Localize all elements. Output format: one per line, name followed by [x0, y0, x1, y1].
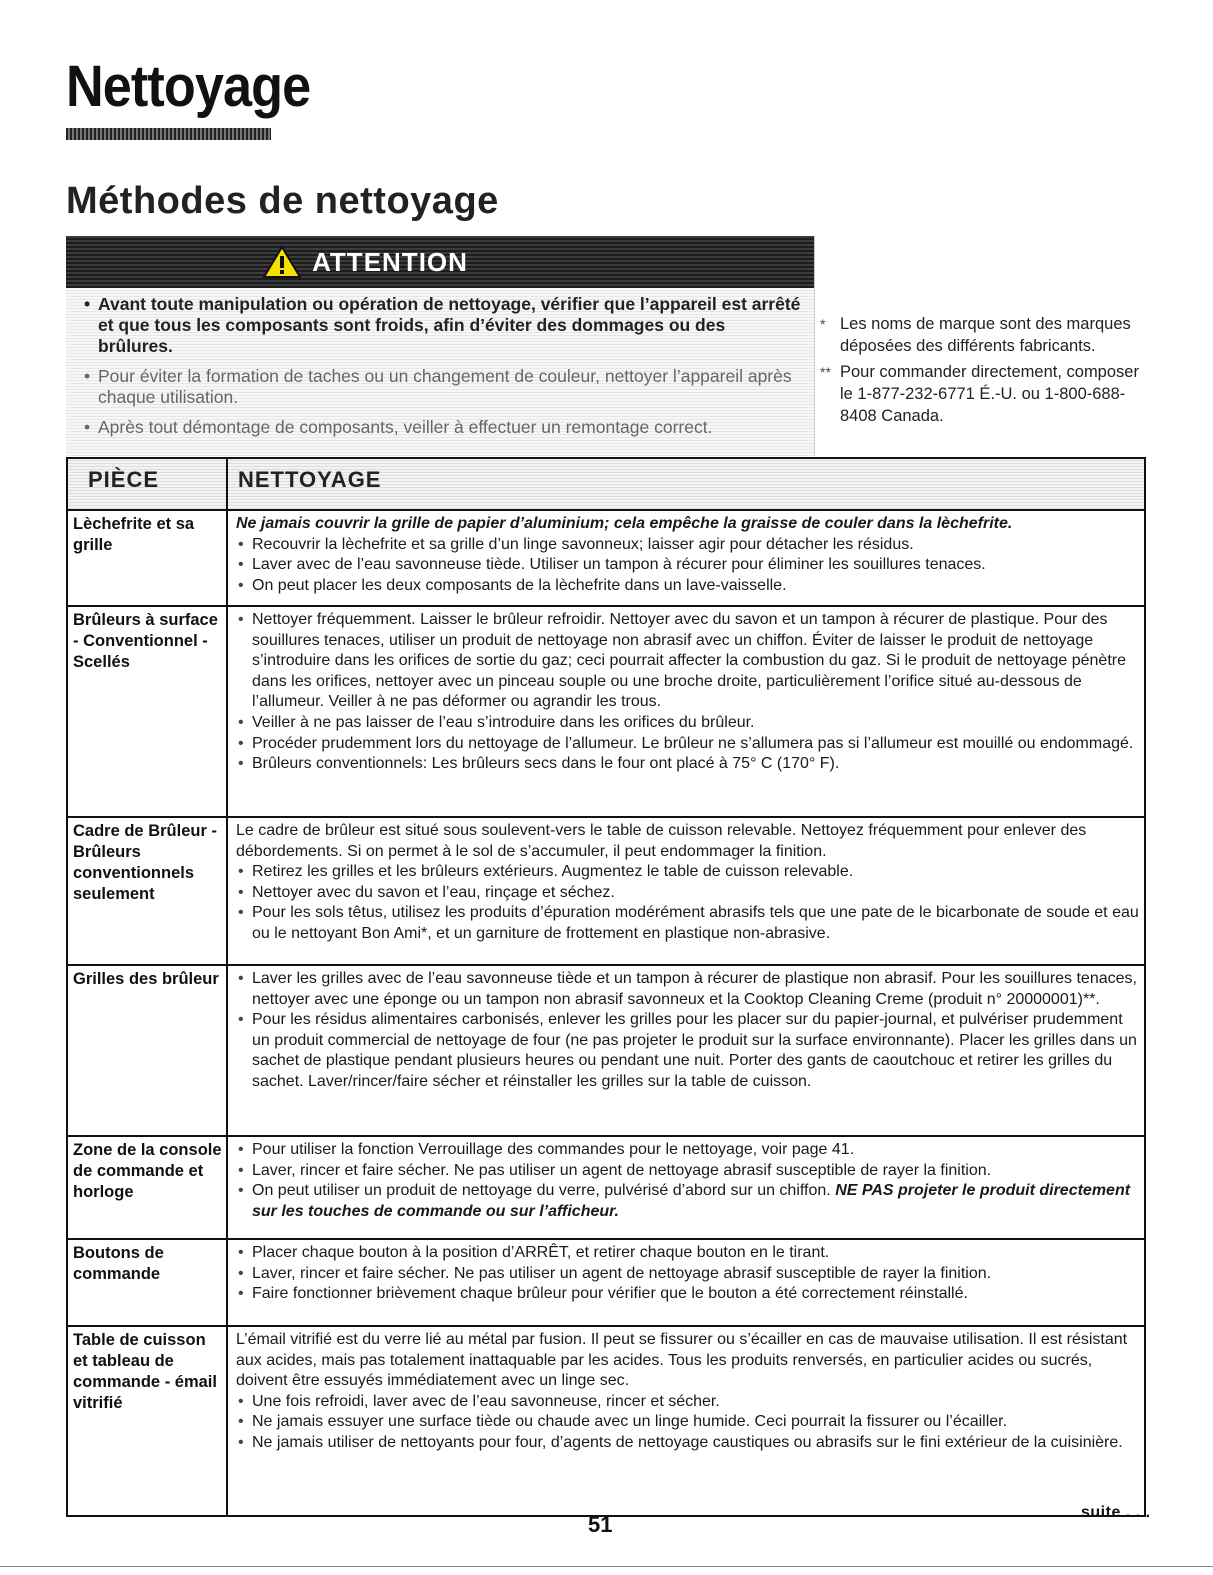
list-item: • Procéder prudemment lors du nettoyage de l’allumeur. Le brûleur ne s’allumera pas si l’allumeur est mouillé ou endommagé.: [236, 734, 1141, 755]
row-bullets: [236, 1392, 1141, 1454]
row-intro: L’émail vitrifié est du verre lié au métal par fusion. Il peut se fissurer ou s’écailler en cas de mauvaise utilisation. Il est résistant aux acides, mais pas totalement inattaquable par les acides. Tous les produits renversés, en particulier acides ou sucrés, doivent être essuyés immédiatement avec un linge sec.: [236, 1331, 1128, 1390]
footnote-text: Pour commander directement, composer le 1-877-232-6771 É.-U. ou 1-800-688-8408 Canada.: [840, 363, 1139, 425]
table-row: [68, 1137, 1144, 1240]
warning-title: ATTENTION: [312, 246, 468, 277]
list-item: [236, 1181, 1141, 1222]
row-bullets: [236, 1140, 1141, 1222]
list-item: • Laver avec de l’eau savonneuse tiède. Utiliser un tampon à récurer pour éliminer les souillures tenaces.: [236, 555, 1141, 576]
table-header: [68, 459, 1144, 511]
list-item: • Placer chaque bouton à la position d’ARRÊT, et retirer chaque bouton en le tirant.: [236, 1243, 1141, 1264]
row-content: [236, 1140, 1141, 1222]
list-item: • Laver les grilles avec de l’eau savonneuse tiède et un tampon à récurer de plastique non abrasif. Pour les souillures tenaces, nettoyer avec une éponge ou un tampon non abrasif savonneux et la Cooktop Cleaning Creme (produit n° 20000001)**.: [236, 969, 1141, 1010]
table-row: [68, 818, 1144, 966]
row-bullets: [236, 1243, 1141, 1305]
row-label: Grilles des brûleur: [73, 970, 219, 988]
row-content: [236, 969, 1141, 1093]
list-item: • Une fois refroidi, laver avec de l’eau savonneuse, rincer et sécher.: [236, 1392, 1141, 1413]
list-item: • Ne jamais utiliser de nettoyants pour four, d’agents de nettoyage caustiques ou abrasifs sur le fini extérieur de la cuisinière.: [236, 1433, 1141, 1454]
row-content: [236, 1243, 1141, 1305]
footnote-order: [816, 361, 1146, 427]
table-row: [68, 1327, 1144, 1515]
footnote-text: Les noms de marque sont des marques déposées des différents fabricants.: [840, 315, 1131, 355]
warning-item: • Avant toute manipulation ou opération de nettoyage, vérifier que l’appareil est arrêté et que tous les composants sont froids, afin d’éviter des dommages ou des brûlures.: [82, 294, 802, 357]
column-header-piece: PIÈCE: [88, 467, 160, 492]
footnote-trademark: [816, 313, 1146, 357]
column-header-nettoyage: NETTOYAGE: [238, 467, 382, 492]
list-item: • Retirez les grilles et les brûleurs extérieurs. Augmentez le table de cuisson relevable.: [236, 862, 1141, 883]
section-title: Méthodes de nettoyage: [66, 180, 499, 222]
list-item: • Pour les résidus alimentaires carbonisés, enlever les grilles pour les placer sur du papier-journal, et pulvériser prudemment un produit commercial de nettoyage de four (ne pas projeter le produit sur la surface environnante). Placer les grilles dans un sachet de plastique pendant plusieurs heures ou pendant une nuit. Porter des gants de caoutchouc et retirer les grilles du sachet. Laver/rincer/faire sécher et réinstaller les grilles sur la table de cuisson.: [236, 1010, 1141, 1092]
row-bullets: [236, 969, 1141, 1093]
warning-item: • Pour éviter la formation de taches ou un changement de couleur, nettoyer l’appareil après chaque utilisation.: [82, 366, 802, 408]
row-content: [236, 821, 1141, 945]
row-label: Brûleurs à surface - Conventionnel - Scellés: [73, 611, 218, 671]
row-bullets: [236, 862, 1141, 944]
list-item: • Recouvrir la lèchefrite et sa grille d’un linge savonneux; laisser agir pour détacher les résidus.: [236, 535, 1141, 556]
row-bullets: [236, 535, 1141, 597]
brand-title: Nettoyage: [66, 54, 311, 119]
table-row: [68, 966, 1144, 1137]
cleaning-table: [66, 457, 1146, 1517]
list-item: • Ne jamais essuyer une surface tiède ou chaude avec un linge humide. Ceci pourrait la fissurer ou l’écailler.: [236, 1412, 1141, 1433]
table-row: [68, 607, 1144, 818]
list-item: • Laver, rincer et faire sécher. Ne pas utiliser un agent de nettoyage abrasif susceptible de rayer la finition.: [236, 1161, 1141, 1182]
footnotes: [816, 313, 1146, 431]
warning-header: [66, 236, 814, 288]
table-row: [68, 511, 1144, 607]
list-item: • Brûleurs conventionnels: Les brûleurs secs dans le four ont placé à 75° C (170° F).: [236, 754, 1141, 775]
page-bottom-rule: [0, 1566, 1213, 1567]
list-item: • Pour les sols têtus, utilisez les produits d’épuration modérément abrasifs tels que une pate de le bicarbonate de soude et eau ou le nettoyant Bon Ami*, et un garniture de frottement en plastique non-abrasive.: [236, 903, 1141, 944]
row-label: Zone de la console de commande et horloge: [73, 1141, 222, 1201]
row-label: Lèchefrite et sa grille: [73, 515, 195, 554]
warning-triangle-icon: [262, 245, 302, 279]
page-number: 51: [588, 1512, 613, 1537]
list-item: • Veiller à ne pas laisser de l’eau s’introduire dans les orifices du brûleur.: [236, 713, 1141, 734]
list-item-text: On peut utiliser un produit de nettoyage du verre, pulvérisé d’abord sur un chiffon.: [252, 1182, 831, 1200]
row-intro: Le cadre de brûleur est situé sous soulevent-vers le table de cuisson relevable. Nettoyez fréquemment pour enlever des débordements. Si on permet à le sol de s’accumuler, il peut endommager la finition.: [236, 822, 1087, 860]
list-item: • Nettoyer avec du savon et l’eau, rinçage et séchez.: [236, 883, 1141, 904]
row-warning: Ne jamais couvrir la grille de papier d’aluminium; cela empêche la graisse de couler dans la lèchefrite.: [236, 515, 1013, 532]
list-item: • On peut placer les deux composants de la lèchefrite dans un lave-vaisselle.: [236, 576, 1141, 597]
row-content: [236, 610, 1141, 775]
warning-list: [82, 294, 802, 447]
list-item: • Nettoyer fréquemment. Laisser le brûleur refroidir. Nettoyer avec du savon et un tampon à récurer de plastique. Pour des souillures tenaces, utiliser un produit de nettoyage non abrasif avec un chiffon. Éviter de laisser le produit de nettoyage s’introduire dans les orifices de sortie du gaz; ceci pourrait affecter la combustion du gaz. Si le produit de nettoyage pénètre dans les orifices, nettoyer avec un pinceau souple ou une broche droite, particulièrement l’orifice situé au-dessous de l’allumeur. Veiller à ne pas déformer ou agrandir les trous.: [236, 610, 1141, 713]
row-label: Boutons de commande: [73, 1244, 164, 1283]
row-content: [236, 514, 1141, 596]
footnote-mark: *: [820, 316, 826, 332]
row-bullets: [236, 610, 1141, 775]
footnote-mark: **: [820, 364, 831, 380]
warning-box: [66, 236, 815, 456]
warning-item: • Après tout démontage de composants, veiller à effectuer un remontage correct.: [82, 417, 802, 438]
list-item-emphasis: NE PAS projeter le produit directement sur les touches de commande ou sur l’afficheur.: [252, 1182, 1131, 1220]
row-label: Cadre de Brûleur - Brûleurs conventionnels seulement: [73, 822, 217, 903]
list-item: • Pour utiliser la fonction Verrouillage des commandes pour le nettoyage, voir page 41.: [236, 1140, 1141, 1161]
brand-underline: [66, 128, 271, 140]
row-content: [236, 1330, 1141, 1454]
row-label: Table de cuisson et tableau de commande - émail vitrifié: [73, 1331, 217, 1412]
continued-label: suite . . .: [1081, 1504, 1151, 1521]
list-item: • Laver, rincer et faire sécher. Ne pas utiliser un agent de nettoyage abrasif susceptible de rayer la finition.: [236, 1264, 1141, 1285]
table-row: [68, 1240, 1144, 1327]
list-item: • Faire fonctionner brièvement chaque brûleur pour vérifier que le bouton a été correctement réinstallé.: [236, 1284, 1141, 1305]
